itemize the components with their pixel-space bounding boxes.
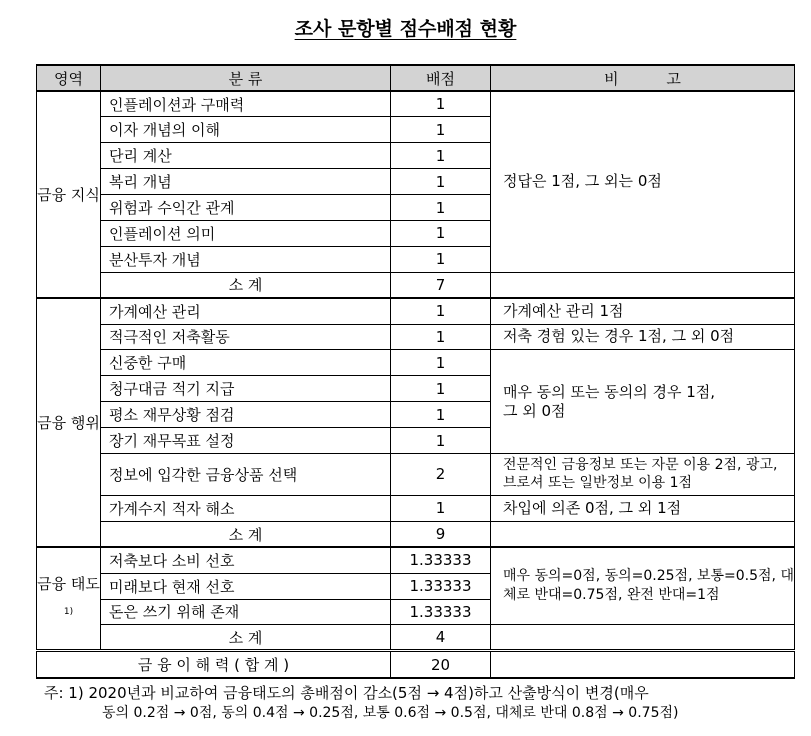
score-cell: 1 [391, 143, 491, 169]
score-table [36, 64, 795, 679]
score-cell: 1 [391, 195, 491, 221]
table-row [37, 547, 795, 573]
subtotal-label: 소 계 [101, 272, 391, 298]
table-row [37, 350, 795, 376]
table-row [37, 453, 795, 495]
category-cell: 돈은 쓰기 위해 존재 [101, 599, 391, 625]
score-cell: 1 [391, 376, 491, 402]
subtotal-value: 7 [391, 272, 491, 298]
footnote-line-2: 동의 0.2점 → 0점, 동의 0.4점 → 0.25점, 보통 0.6점 → 0.5점, 대체로 반대 0.8점 → 0.75점) [102, 705, 679, 721]
note-attitude: 매우 동의=0점, 동의=0.25점, 보통=0.5점, 대체로 반대=0.75점, 완전 반대=1점 [491, 547, 795, 625]
total-value: 20 [391, 651, 491, 678]
score-cell: 1 [391, 169, 491, 195]
score-cell: 1 [391, 324, 491, 350]
subtotal-value: 9 [391, 521, 491, 547]
category-cell: 인플레이션과 구매력 [101, 91, 391, 117]
category-cell: 미래보다 현재 선호 [101, 573, 391, 599]
total-label: 금 융 이 해 력 ( 합 계 ) [37, 651, 391, 678]
empty-note-cell [491, 272, 795, 298]
table-row [37, 91, 795, 117]
area-behavior: 금융 행위 [37, 298, 101, 547]
subtotal-row [37, 272, 795, 298]
score-cell: 1.33333 [391, 599, 491, 625]
header-category: 분 류 [101, 65, 391, 91]
header-score: 배점 [391, 65, 491, 91]
score-cell: 1 [391, 220, 491, 246]
note-cell: 저축 경험 있는 경우 1점, 그 외 0점 [491, 324, 795, 350]
table-row [37, 324, 795, 350]
score-cell: 1 [391, 402, 491, 428]
area-knowledge: 금융 지식 [37, 91, 101, 298]
category-cell: 청구대금 적기 지급 [101, 376, 391, 402]
category-cell: 평소 재무상황 점검 [101, 402, 391, 428]
empty-note-cell [491, 521, 795, 547]
score-cell: 2 [391, 453, 491, 495]
table-row [37, 495, 795, 521]
score-cell: 1 [391, 117, 491, 143]
header-note: 비 고 [491, 65, 795, 91]
total-row [37, 651, 795, 678]
note-cell: 매우 동의 또는 동의의 경우 1점, 그 외 0점 [491, 350, 795, 454]
empty-note-cell [491, 651, 795, 678]
category-cell: 적극적인 저축활동 [101, 324, 391, 350]
category-cell: 인플레이션 의미 [101, 220, 391, 246]
subtotal-row [37, 625, 795, 651]
note-cell: 전문적인 금융정보 또는 자문 이용 2점, 광고, 브로셔 또는 일반정보 이용 1점 [491, 453, 795, 495]
category-cell: 신중한 구매 [101, 350, 391, 376]
category-cell: 장기 재무목표 설정 [101, 428, 391, 454]
category-cell: 복리 개념 [101, 169, 391, 195]
header-area: 영역 [37, 65, 101, 91]
footnote-marker: 1) [63, 606, 74, 617]
category-cell: 위험과 수익간 관계 [101, 195, 391, 221]
note-knowledge: 정답은 1점, 그 외는 0점 [491, 91, 795, 272]
note-cell: 가계예산 관리 1점 [491, 298, 795, 324]
category-cell: 이자 개념의 이해 [101, 117, 391, 143]
subtotal-row [37, 521, 795, 547]
footnote [44, 683, 678, 723]
score-cell: 1 [391, 91, 491, 117]
footnote-line-1: 주: 1) 2020년과 비교하여 금융태도의 총배점이 감소(5점 → 4점)하고 산출방식이 변경(매우 [44, 684, 649, 702]
score-cell: 1 [391, 298, 491, 324]
note-cell: 차입에 의존 0점, 그 외 1점 [491, 495, 795, 521]
page-title: 조사 문항별 점수배점 현황 [294, 18, 517, 40]
category-cell: 단리 계산 [101, 143, 391, 169]
score-cell: 1 [391, 350, 491, 376]
subtotal-label: 소 계 [101, 625, 391, 651]
category-cell: 가계예산 관리 [101, 298, 391, 324]
score-cell: 1.33333 [391, 547, 491, 573]
table-row [37, 298, 795, 324]
category-cell: 분산투자 개념 [101, 246, 391, 272]
score-cell: 1.33333 [391, 573, 491, 599]
category-cell: 저축보다 소비 선호 [101, 547, 391, 573]
area-attitude-label: 금융 태도 [37, 574, 100, 593]
subtotal-label: 소 계 [101, 521, 391, 547]
score-cell: 1 [391, 495, 491, 521]
area-attitude [37, 547, 101, 651]
subtotal-value: 4 [391, 625, 491, 651]
category-cell: 정보에 입각한 금융상품 선택 [101, 453, 391, 495]
score-cell: 1 [391, 246, 491, 272]
header-row [37, 65, 795, 91]
category-cell: 가계수지 적자 해소 [101, 495, 391, 521]
empty-note-cell [491, 625, 795, 651]
score-cell: 1 [391, 428, 491, 454]
